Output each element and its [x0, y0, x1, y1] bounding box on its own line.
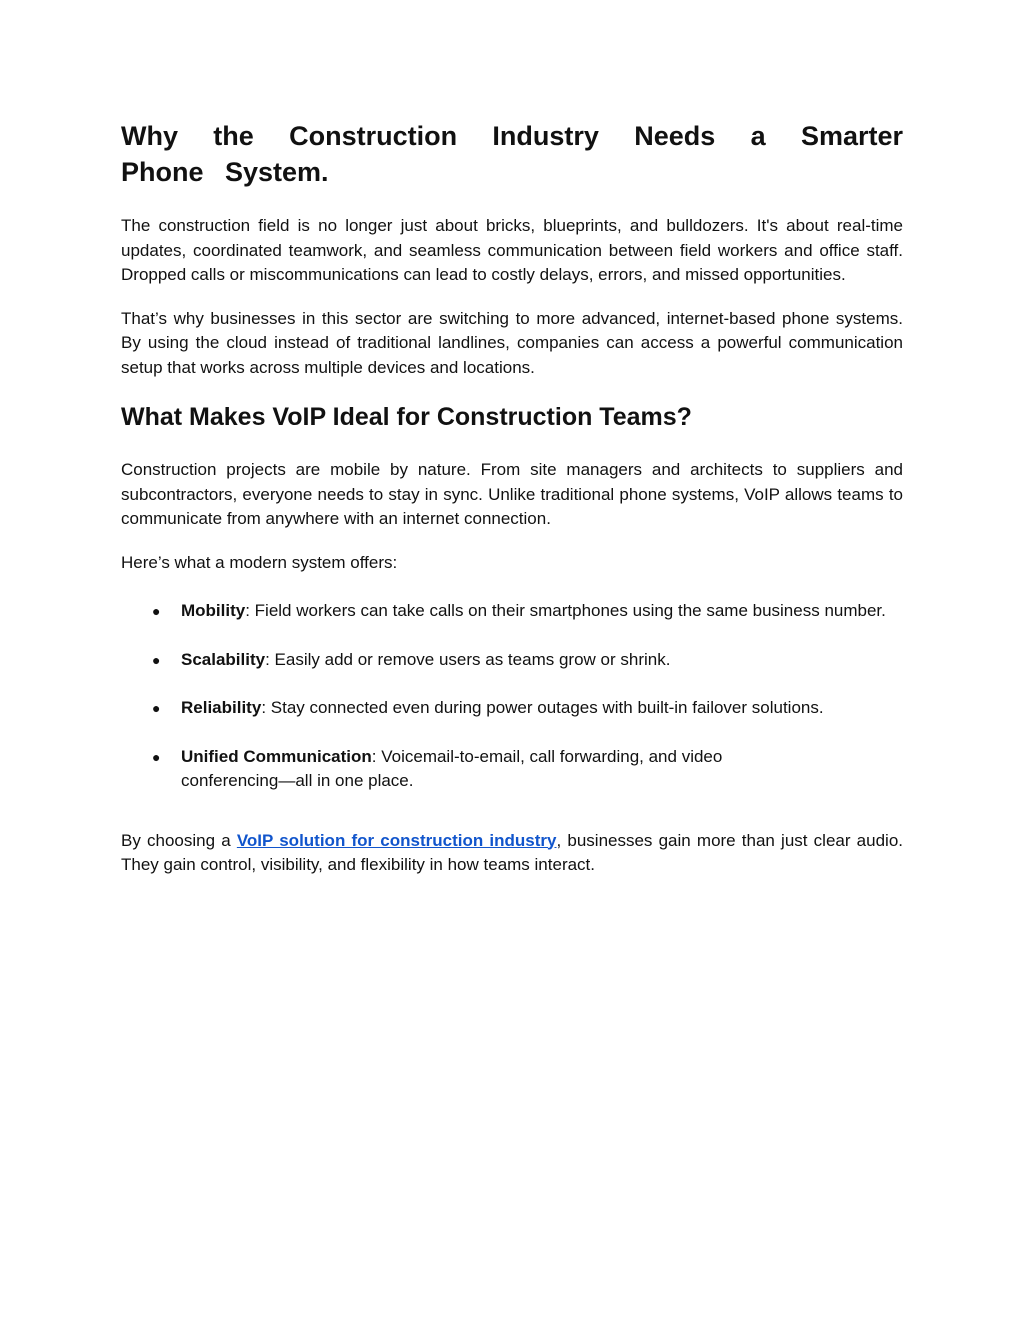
- mobility-paragraph: Construction projects are mobile by nature. From site managers and architects to suppliers and subcontractors, everyone needs to stay in sync. Unlike traditional phone systems, VoIP allows teams to communicate from anywhere with an internet connection.: [121, 460, 903, 528]
- bullet-icon: ●: [152, 603, 161, 619]
- section-heading: What Makes VoIP Ideal for Construction Teams?: [121, 403, 692, 431]
- bullet-icon: ●: [152, 651, 161, 668]
- feature-term: Unified Communication: [181, 746, 372, 766]
- main-heading: Why the Construction Industry Needs a Smarter Phone System.: [121, 121, 903, 187]
- feature-term: Scalability: [181, 649, 266, 669]
- cloud-paragraph: That’s why businesses in this sector are switching to more advanced, internet-based phone systems. By using the cloud instead of traditional landlines, companies can access a powerful communication setup that works across multiple devices and locations.: [121, 308, 903, 377]
- feature-text: : Voicemail-to-email, call forwarding, and video conferencing—all in one place.: [181, 746, 723, 790]
- intro-paragraph: The construction field is no longer just about bricks, blueprints, and bulldozers. It's about real-time updates, coordinated teamwork, and seamless communication between field workers and office staff. Dropped calls or miscommunications can lead to costly delays, errors, and missed opportunities.: [121, 216, 903, 284]
- list-item-mobility: [152, 599, 903, 624]
- list-item-reliability: [152, 696, 903, 721]
- closing-text-before: By choosing a: [121, 830, 237, 850]
- feature-text: : Field workers can take calls on their smartphones using the same business number.: [245, 601, 886, 620]
- feature-term: Mobility: [181, 601, 246, 620]
- feature-text: : Easily add or remove users as teams grow or shrink.: [265, 649, 671, 669]
- bullet-icon: ●: [152, 700, 161, 716]
- closing-text-after: , businesses gain more than just clear audio. They gain control, visibility, and flexibility in how teams interact.: [121, 830, 904, 874]
- feature-term: Reliability: [181, 698, 262, 717]
- offers-intro: Here’s what a modern system offers:: [121, 552, 398, 572]
- list-item-unified-communication: [152, 745, 903, 794]
- features-list: [121, 599, 903, 794]
- voip-solution-link[interactable]: VoIP solution for construction industry: [236, 830, 557, 850]
- list-item-scalability: [152, 648, 903, 673]
- bullet-icon: ●: [152, 748, 161, 765]
- feature-text: : Stay connected even during power outages with built-in failover solutions.: [261, 698, 824, 717]
- closing-paragraph: [121, 829, 903, 878]
